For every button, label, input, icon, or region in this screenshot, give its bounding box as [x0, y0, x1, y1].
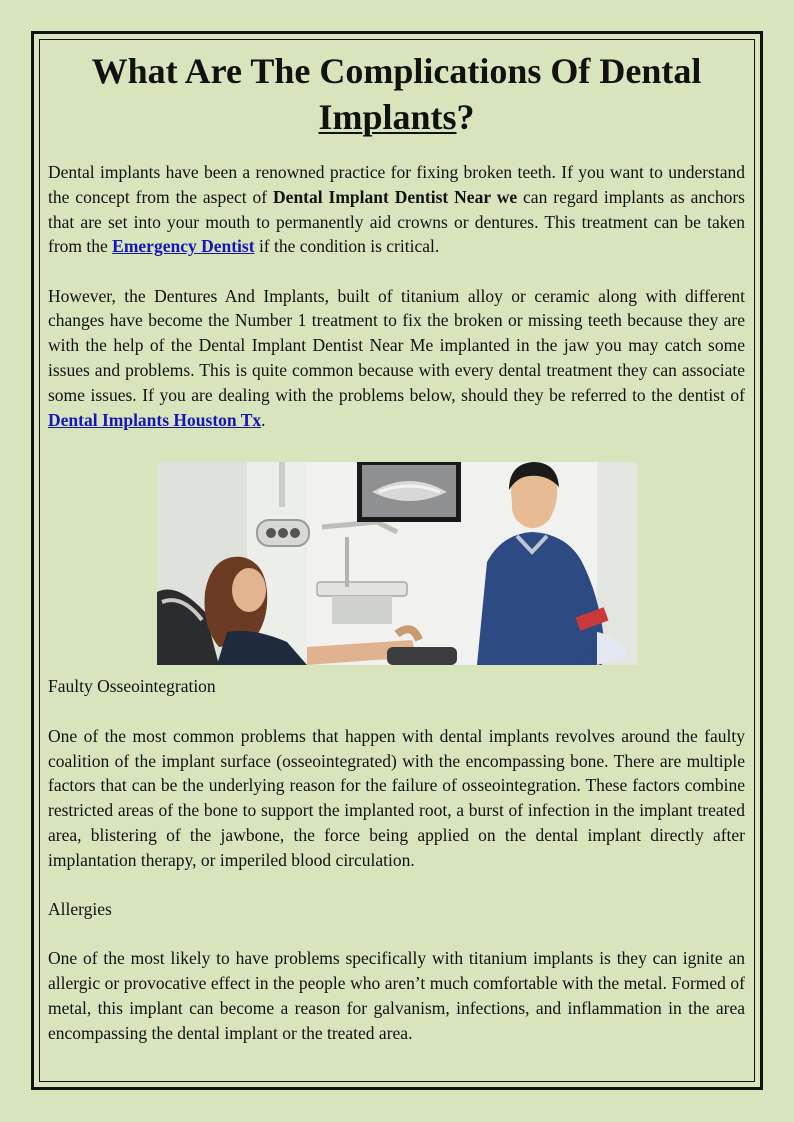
intro-paragraph — [48, 160, 745, 259]
allergies-paragraph: One of the most likely to have problems specifically with titanium implants is they can ignite an allergic or provocative effect in the people who aren’t much comfortable with the metal. Formed of metal, this implant can become a reason for galvanism, infections, and inflammation in the area encompassing the dental implant or the treated area. — [48, 948, 745, 1043]
page-title — [48, 48, 745, 140]
second-text-1: However, the Dentures And Implants, built of titanium alloy or ceramic along with different changes have become the Number 1 treatment to fix the broken or missing teeth because they are with the help of the Dental Implant Dentist Near Me implanted in the jaw you may catch some issues and problems. This is quite common because with every dental treatment they can associate some issues. If you are dealing with the problems below, should they be referred to the dentist of — [48, 285, 745, 405]
title-line-1: What Are The Complications Of Dental — [91, 51, 702, 91]
intro-text-3: if the condition is critical. — [254, 236, 440, 257]
title-question-mark: ? — [456, 97, 475, 137]
intro-text-2: can regard implants as anchors that are set into your mouth to permanently aid crowns or dentures. This treatment can be taken from the — [48, 186, 745, 257]
second-text-2: . — [261, 409, 266, 430]
section-heading-osseointegration: Faulty Osseointegration — [48, 676, 216, 697]
dental-clinic-illustration — [157, 462, 637, 665]
section-heading-allergies: Allergies — [48, 899, 112, 920]
title-underlined-word: Implants — [318, 97, 457, 137]
osseointegration-paragraph: One of the most common problems that happen with dental implants revolves around the faulty coalition of the implant surface (osseointegrated) with the encompassing bone. There are multiple factors that can be the underlying reason for the failure of osseointegration. These factors combine restricted areas of the bone to support the implanted root, a burst of infection in the implant treated area, blistering of the jawbone, the force being applied on the dental implant directly after implantation therapy, or imperiled blood circulation. — [48, 725, 745, 870]
second-paragraph — [48, 284, 745, 433]
dental-clinic-photo — [157, 462, 637, 665]
intro-text-1: Dental implants have been a renowned practice for fixing broken teeth. If you want to understand the concept from the aspect of — [48, 162, 745, 207]
dental-implants-houston-link[interactable]: Dental Implants Houston Tx — [48, 409, 262, 430]
intro-bold-phrase: Dental Implant Dentist Near we — [273, 186, 518, 207]
document-body — [48, 48, 745, 1046]
emergency-dentist-link[interactable]: Emergency Dentist — [112, 236, 255, 257]
